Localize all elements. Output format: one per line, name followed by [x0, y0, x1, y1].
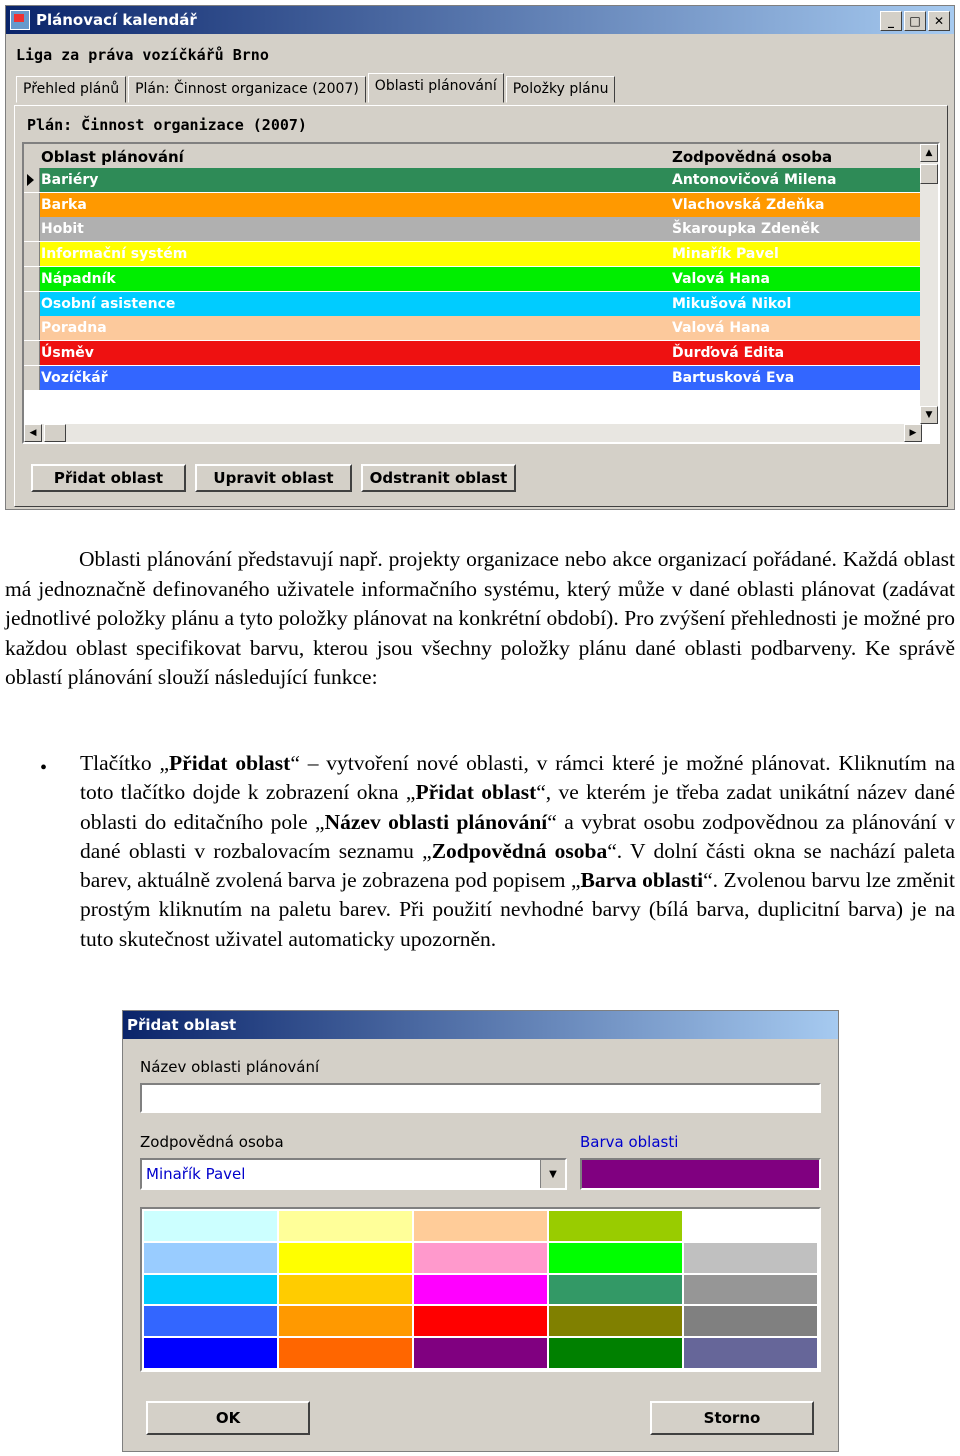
plan-title: Plán: Činnost organizace (2007): [27, 116, 307, 134]
vertical-scrollbar[interactable]: [920, 144, 938, 424]
row-area: Nápadník: [41, 270, 116, 287]
row-area: Informační systém: [41, 246, 188, 263]
grid-row[interactable]: [24, 316, 922, 340]
scroll-down-button[interactable]: ▼: [920, 406, 938, 424]
maximize-button[interactable]: □: [904, 11, 926, 31]
bullet-paragraph: [80, 749, 955, 954]
row-indicator: [24, 292, 40, 316]
tab-planning-areas[interactable]: Oblasti plánování: [368, 73, 504, 103]
row-area: Vozíčkář: [41, 369, 108, 386]
palette-swatch[interactable]: [549, 1275, 682, 1305]
bullet-bold-2: Přidat oblast: [415, 780, 537, 805]
row-indicator: [24, 316, 40, 340]
grid-row[interactable]: [24, 242, 922, 266]
organization-title: Liga za práva vozíčkářů Brno: [16, 46, 269, 64]
person-select-value: Minařík Pavel: [146, 1165, 246, 1183]
app-icon: [10, 10, 30, 30]
cancel-button[interactable]: Storno: [650, 1401, 814, 1435]
row-person: Vlachovská Zdeňka: [672, 196, 825, 213]
row-person: Minařík Pavel: [672, 246, 779, 263]
scroll-right-button[interactable]: ▶: [904, 424, 922, 442]
grid-row[interactable]: [24, 193, 922, 217]
row-person: Ďurďová Edita: [672, 344, 785, 361]
tab-plans-overview[interactable]: Přehled plánů: [16, 76, 126, 103]
palette-swatch[interactable]: [684, 1243, 817, 1273]
bullet-bold-4: Zodpovědná osoba: [431, 838, 608, 863]
palette-swatch[interactable]: [144, 1338, 277, 1368]
grid-row[interactable]: [24, 292, 922, 316]
bullet-text-5: “. V dolní části okna se nachází paleta barev, aktuálně zvolená barva je zobrazena pod popisem „: [80, 838, 955, 893]
add-area-dialog: [122, 1010, 839, 1452]
palette-swatch[interactable]: [279, 1338, 412, 1368]
row-person: Antonovičová Milena: [672, 172, 837, 188]
palette-swatch[interactable]: [279, 1275, 412, 1305]
row-area: Hobit: [41, 221, 84, 238]
add-area-button[interactable]: Přidat oblast: [31, 464, 186, 492]
edit-area-button[interactable]: Upravit oblast: [195, 464, 352, 492]
row-person: Valová Hana: [672, 270, 770, 287]
bullet-text-4: “ a vybrat osobu zodpovědnou za plánování v dané oblasti v rozbalovacím seznamu „: [80, 809, 955, 863]
row-area: Bariéry: [41, 172, 99, 188]
main-window: [5, 5, 955, 510]
current-row-icon: [27, 174, 34, 186]
palette-swatch[interactable]: [414, 1243, 547, 1273]
bullet-bold-3: Název oblasti plánování: [324, 809, 548, 834]
person-select[interactable]: [140, 1158, 567, 1190]
remove-area-button[interactable]: Odstranit oblast: [361, 464, 516, 492]
bullet-text-6: “. Zvolenou barvu lze změnit prostým kliknutím na paletu barev. Při použití nevhodné barvy (bílá barva, duplicitní barva) je na tuto skutečnost uživatel automaticky upozorněn.: [80, 868, 955, 951]
dialog-title-bar: [123, 1011, 838, 1039]
row-indicator: [24, 217, 40, 241]
tab-strip: [16, 76, 617, 103]
row-person: Bartusková Eva: [672, 369, 795, 386]
intro-text: Oblasti plánování představují např. projekty organizace nebo akce organizací pořádané. Každá oblast má jednoznačně definovaného uživatele informačního systému, který může v dané oblasti plánovat (zadávat jednotlivé položky plánu a tyto položky plánovat na konkrétní období). Pro zvýšení přehlednosti je možné pro každou oblast specifikovat barvu, kterou jsou všechny položky plánu dané oblasti podbarveny. Ke správě oblastí plánování slouží následující funkce:: [5, 547, 955, 689]
palette-swatch[interactable]: [684, 1275, 817, 1305]
column-header-person[interactable]: Zodpovědná osoba: [672, 148, 833, 166]
bullet-marker: •: [40, 757, 48, 779]
tab-plan[interactable]: Plán: Činnost organizace (2007): [128, 76, 366, 103]
color-label: Barva oblasti: [580, 1133, 679, 1151]
row-person: Mikušová Nikol: [672, 295, 792, 312]
tab-panel: [14, 105, 948, 507]
palette-swatch[interactable]: [549, 1338, 682, 1368]
palette-swatch[interactable]: [144, 1211, 277, 1241]
row-indicator: [24, 267, 40, 291]
column-header-area[interactable]: Oblast plánování: [41, 148, 184, 166]
hscroll-thumb[interactable]: [44, 424, 66, 442]
grid-header: [24, 144, 922, 168]
palette-swatch[interactable]: [279, 1243, 412, 1273]
bullet-text-2: “ – vytvoření nové oblasti, v rámci které je možné plánovat. Kliknutím na toto tlačítko dojde k zobrazení okna „: [80, 751, 955, 805]
bullet-text-1: Tlačítko „: [80, 751, 170, 775]
name-label: Název oblasti plánování: [140, 1058, 320, 1076]
palette-swatch[interactable]: [684, 1211, 817, 1241]
close-button[interactable]: ✕: [928, 11, 950, 31]
row-indicator: [24, 341, 40, 365]
row-area: Osobní asistence: [41, 295, 176, 312]
row-indicator: [24, 366, 40, 390]
title-bar: [6, 6, 954, 34]
bullet-bold-5: Barva oblasti: [580, 868, 704, 893]
person-label: Zodpovědná osoba: [140, 1133, 284, 1151]
row-area: Poradna: [41, 320, 107, 337]
row-area: Barka: [41, 196, 87, 213]
palette-swatch[interactable]: [549, 1306, 682, 1336]
scroll-thumb[interactable]: [920, 164, 938, 184]
palette-swatch[interactable]: [144, 1243, 277, 1273]
palette-swatch[interactable]: [144, 1275, 277, 1305]
palette-swatch[interactable]: [414, 1211, 547, 1241]
grid-row[interactable]: [24, 341, 922, 365]
bullet-bold-1: Přidat oblast: [169, 751, 291, 775]
palette-swatch[interactable]: [414, 1275, 547, 1305]
palette-swatch[interactable]: [414, 1306, 547, 1336]
palette-swatch[interactable]: [684, 1338, 817, 1368]
window-title: Plánovací kalendář: [36, 11, 197, 29]
intro-paragraph: [5, 545, 955, 693]
palette-swatch[interactable]: [279, 1211, 412, 1241]
color-palette[interactable]: [140, 1207, 821, 1372]
grid-row[interactable]: [24, 366, 922, 390]
row-person: Valová Hana: [672, 320, 770, 337]
dialog-title: Přidat oblast: [127, 1016, 237, 1034]
grid-row[interactable]: [24, 267, 922, 291]
selected-color-swatch: [580, 1158, 821, 1190]
palette-swatch[interactable]: [414, 1338, 547, 1368]
grid-row[interactable]: [24, 217, 922, 241]
grid-row[interactable]: [24, 168, 922, 192]
palette-swatch[interactable]: [684, 1306, 817, 1336]
palette-swatch[interactable]: [549, 1243, 682, 1273]
chevron-down-icon[interactable]: ▼: [540, 1160, 565, 1188]
bullet-text-3: “, ve kterém je třeba zadat unikátní název dané oblasti do editačního pole „: [80, 780, 955, 834]
row-area: Úsměv: [41, 344, 94, 361]
row-indicator: [24, 242, 40, 266]
palette-swatch[interactable]: [549, 1211, 682, 1241]
ok-button[interactable]: OK: [146, 1401, 310, 1435]
horizontal-scrollbar[interactable]: [24, 424, 922, 442]
row-indicator: [24, 168, 40, 192]
minimize-button[interactable]: _: [880, 11, 902, 31]
scroll-left-button[interactable]: ◀: [24, 424, 42, 442]
tab-plan-items[interactable]: Položky plánu: [506, 76, 616, 103]
row-indicator: [24, 193, 40, 217]
row-person: Škaroupka Zdeněk: [672, 221, 820, 238]
areas-grid[interactable]: [22, 142, 940, 444]
scroll-up-button[interactable]: ▲: [920, 144, 938, 162]
area-name-input[interactable]: [140, 1083, 821, 1113]
palette-swatch[interactable]: [279, 1306, 412, 1336]
palette-swatch[interactable]: [144, 1306, 277, 1336]
